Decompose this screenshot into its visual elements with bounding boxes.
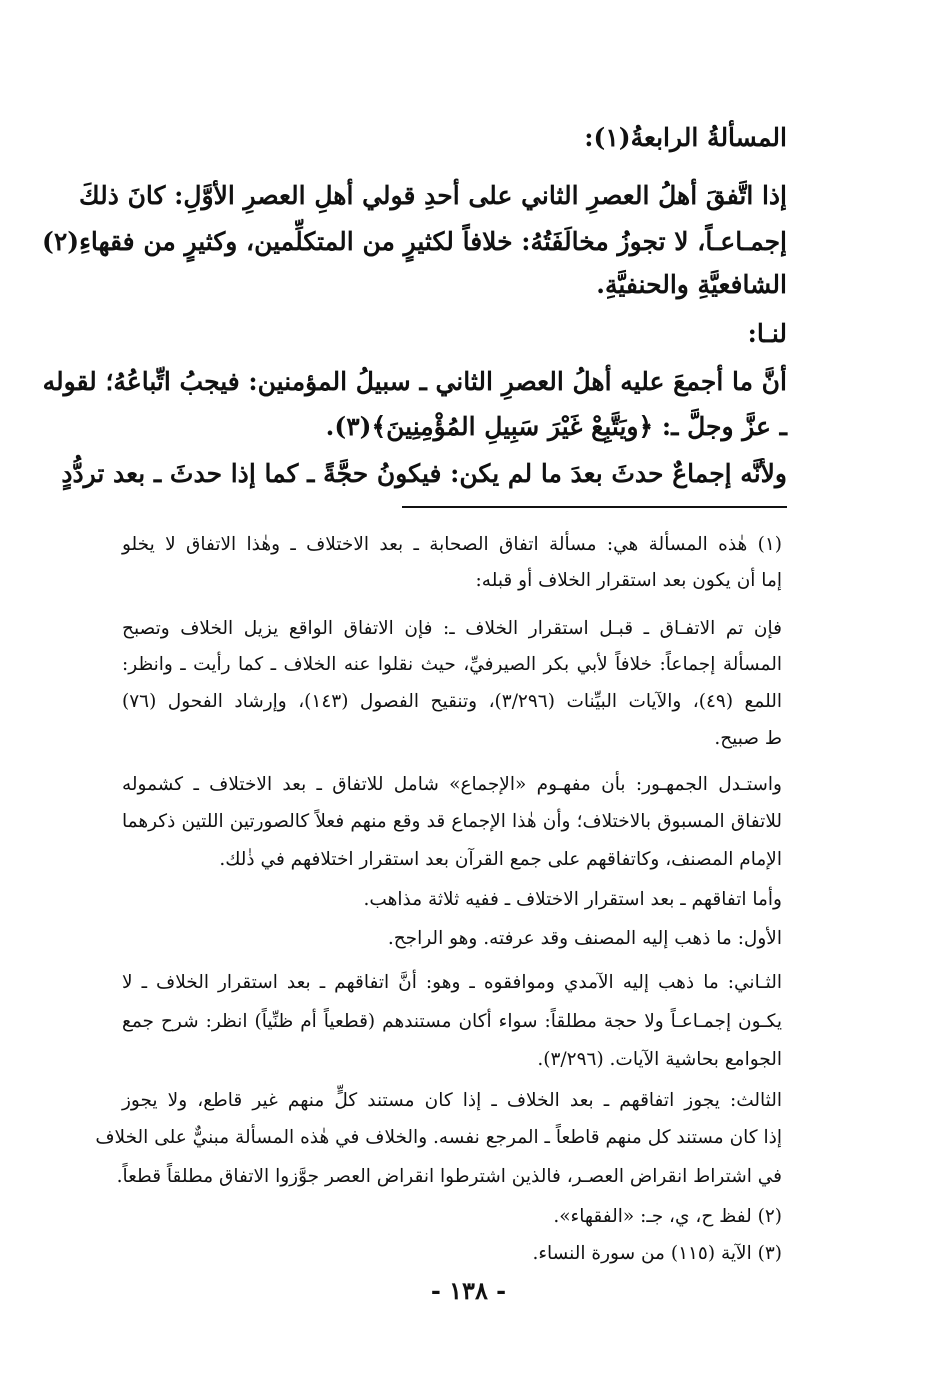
footnote-line-12: الثـاني: ما ذهب إليه الآمدي وموافقوه ـ وهو: أنَّ اتفاقهم ـ بعد استقرار الخلاف ـ لا [122, 972, 782, 993]
footnote-line-4: المسألة إجماعاً: خلافاً لأبي بكر الصيرفيِّ، حيث نقلوا عنه الخلاف ـ كما رأيت ـ وانظر: [122, 654, 782, 675]
footnote-line-6: ط صبيح. [714, 728, 782, 749]
argument-line-3: ولأنَّه إجماعٌ حدثَ بعدَ ما لم يكن: فيكونُ حجَّةً ـ كما إذا حدثَ ـ بعد تردُّدٍ [61, 459, 787, 488]
footnote-line-9: الإمام المصنف، وكاتفاقهم على جمع القرآن بعد استقرار اختلافهم في ذٰلك. [219, 849, 782, 870]
footnote-line-1: (١) هٰذه المسألة هي: مسألة اتفاق الصحابة ـ بعد الاختلاف ـ وهٰذا الاتفاق لا يخلو [122, 534, 782, 555]
footnote-divider [402, 506, 787, 508]
argument-line-2: ـ عزَّ وجلَّ ـ: ﴿ويَتَّبِعْ غَيْرَ سَبِيلِ المُؤْمِنِينَ﴾(٣). [325, 412, 787, 441]
argument-line-1: أنَّ ما أجمعَ عليه أهلُ العصرِ الثاني ـ سبيلُ المؤمنين: فيجبُ اتِّباعُهُ؛ لقوله [42, 367, 787, 396]
footnote-line-17: في اشتراط انقراض العصـر، فالذين اشترطوا انقراض العصر جوَّزوا الاتفاق مطلقاً قطعاً. [116, 1166, 782, 1187]
footnote-line-15: الثالث: يجوز اتفاقهم ـ بعد الخلاف ـ إذا كان مستند كلٍّ منهم غير قاطع، ولا يجوز [122, 1090, 782, 1111]
page-number: - ١٣٨ - [430, 1276, 507, 1305]
footnote-line-10: وأما اتفاقهم ـ بعد استقرار الاختلاف ـ ففيه ثلاثة مذاهب. [363, 889, 782, 910]
footnote-line-5: اللمع (٤٩)، والآيات البيِّنات (٣/٢٩٦)، وتنقيح الفصول (١٤٣)، وإرشاد الفحول (٧٦) [122, 691, 782, 712]
footnote-line-3: فإن تم الاتفـاق ـ قبـل استقرار الخلاف ـ: فإن الاتفاق الواقع يزيل الخلاف وتصبح [122, 618, 782, 639]
footnote-line-14: الجوامع بحاشية الآيات. (٣/٢٩٦). [537, 1049, 782, 1070]
footnote-line-11: الأول: ما ذهب إليه المصنف وقد عرفته. وهو الراجح. [387, 928, 782, 949]
footnote-line-18: (٢) لفظ ح، ي، جـ: «الفقهاء». [553, 1206, 782, 1227]
main-text-line-2: إجمـاعـاً، لا تجوزُ مخالَفَتُهُ: خلافاً لكثيرٍ من المتكلِّمين، وكثيرٍ من فقهاءِ(٢) [42, 227, 787, 256]
footnote-line-7: واستـدل الجمهـور: بأن مفهـوم «الإجماع» شامل للاتفاق ـ بعد الاختلاف ـ كشموله [122, 774, 782, 795]
lana-heading: لنـا: [747, 319, 787, 348]
section-heading: المسألةُ الرابعةُ(١): [584, 123, 787, 152]
main-text-line-3: الشافعيَّةِ والحنفيَّةِ. [596, 270, 787, 299]
footnote-line-2: إما أن يكون بعد استقرار الخلاف أو قبله: [475, 570, 782, 591]
footnote-line-8: للاتفاق المسبوق بالاختلاف؛ وأن هٰذا الإجماع قد وقع منهم فعلاً كالصورتين اللتين ذكرهما [122, 811, 782, 832]
footnote-line-19: (٣) الآية (١١٥) من سورة النساء. [532, 1243, 782, 1264]
footnote-line-13: يكـون إجمـاعـاً ولا حجة مطلقاً: سواء أكان مستندهم (قطعياً أم ظنِّياً) انظر: شرح جمع [122, 1011, 782, 1032]
main-text-line-1: إذا اتَّفقَ أهلُ العصرِ الثاني على أحدِ قولي أهلِ العصرِ الأوَّلِ: كانَ ذلكَ [79, 181, 787, 210]
footnote-line-16: إذا كان مستند كل منهم قاطعاً ـ المرجع نفسه. والخلاف في هٰذه المسألة مبنيٌّ على الخلاف [95, 1127, 782, 1148]
